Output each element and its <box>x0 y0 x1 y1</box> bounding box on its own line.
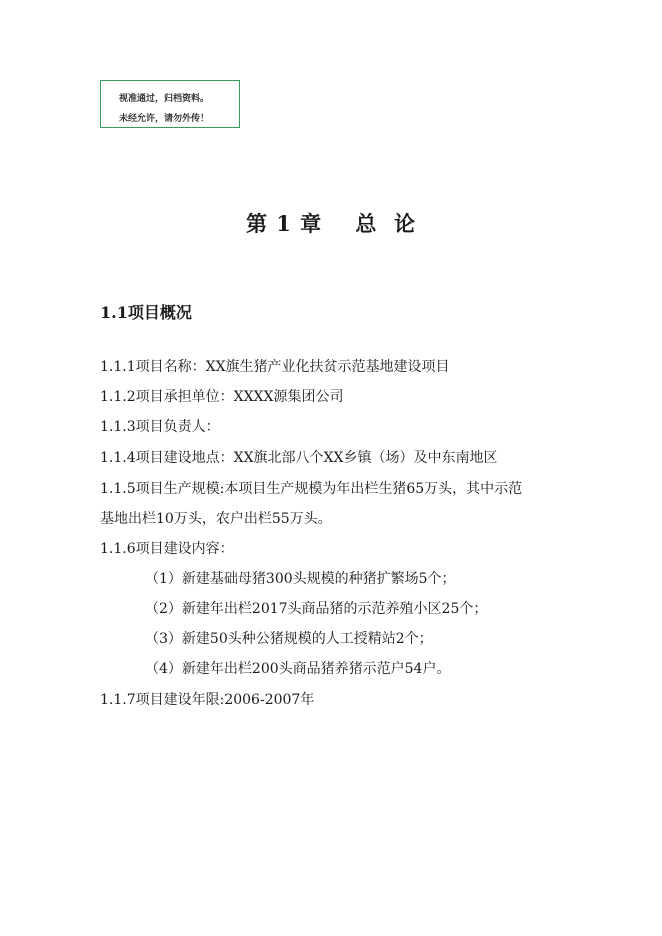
content-item-1: （1）新建基础母猪300头规模的种猪扩繁场5个； <box>145 571 456 587</box>
item-construction-period: 1.1.7项目建设年限:2006-2007年 <box>100 692 315 708</box>
item-construction-site: 1.1.4项目建设地点：XX旗北部八个XX乡镇（场）及中东南地区 <box>100 450 498 466</box>
item-project-name: 1.1.1项目名称：XX旗生猪产业化扶贫示范基地建设项目 <box>100 359 450 375</box>
item-construction-content: 1.1.6项目建设内容： <box>100 541 234 557</box>
stamp-line-1: 视准通过，归档资料。 <box>119 94 210 104</box>
stamp-line-2: 未经允许，请勿外传！ <box>119 114 210 124</box>
item-production-scale: 1.1.5项目生产规模:本项目生产规模为年出栏生猪65万头，其中示范 <box>100 481 523 497</box>
section-heading: 1.1项目概况 <box>100 303 192 322</box>
chapter-title: 第 1 章 总 论 <box>245 211 417 236</box>
watermark-stamp <box>100 80 240 128</box>
item-production-scale-cont: 基地出栏10万头，农户出栏55万头。 <box>100 511 332 527</box>
item-undertaking-unit: 1.1.2项目承担单位：XXXX源集团公司 <box>100 389 344 405</box>
content-item-4: （4）新建年出栏200头商品猪养猪示范户54户。 <box>145 661 451 677</box>
content-item-3: （3）新建50头种公猪规模的人工授精站2个； <box>145 631 433 647</box>
content-item-2: （2）新建年出栏2017头商品猪的示范养殖小区25个； <box>145 601 488 617</box>
item-project-leader: 1.1.3项目负责人： <box>100 419 220 435</box>
